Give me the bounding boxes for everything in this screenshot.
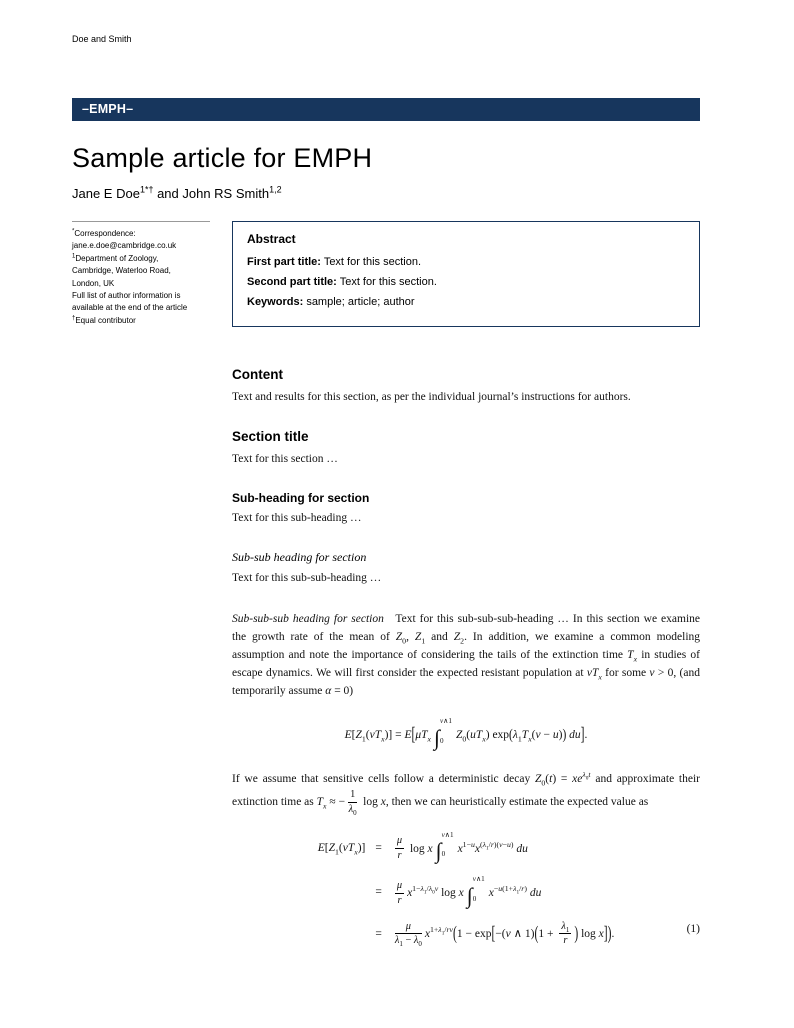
equals-sign: = — [375, 886, 382, 899]
abstract-heading: Abstract — [247, 232, 296, 246]
sub-heading: Sub-heading for section — [232, 490, 370, 505]
article-body — [232, 367, 700, 947]
article-title: Sample article for EMPH — [72, 143, 373, 173]
subsub-paragraph: Text for this sub-sub-heading … — [232, 571, 382, 584]
equation-row-1: $\frac{\mu}{r}$ log x ∫ v∧1 0 $x^{1-u}x^{(\lambda_1/r)(v-u)}$ du — [396, 830, 528, 864]
equation-lhs: $E[Z_1(vT_x)]$ — [317, 841, 366, 857]
equals-sign: = — [375, 927, 382, 940]
equation-display-1: $E[Z_1(vT_x)] = E[\mu T_x$ ∫ v∧1 0 $Z_0(uT_x) \exp(\lambda_1T_x(v - u))$ du]. — [344, 717, 588, 750]
abstract-first-part-label: First part title: — [247, 256, 321, 268]
abstract-keywords-text: sample; article; author — [306, 296, 415, 308]
abstract-keywords — [247, 296, 685, 308]
authors-line: Jane E Doe$^{1*\dagger}$ and John RS Smith$^{1,2}$ — [72, 184, 282, 201]
content-paragraph: Text and results for this section, as per the individual journal’s instructions for authors. — [232, 391, 631, 404]
equals-sign: = — [375, 841, 382, 854]
abstract-first-part-text: Text for this section. — [323, 256, 422, 268]
journal-banner — [72, 98, 700, 121]
section-heading: Section title — [232, 428, 309, 444]
abstract-first-part — [247, 256, 685, 268]
abstract-keywords-label: Keywords: — [247, 296, 304, 308]
abstract-box — [232, 221, 700, 327]
sub-paragraph: Text for this sub-heading … — [232, 511, 362, 524]
equation-number: (1) — [686, 923, 700, 936]
abstract-second-part-text: Text for this section. — [339, 276, 437, 288]
section-paragraph: Text for this section … — [232, 452, 338, 465]
abstract-second-part-label: Second part title: — [247, 276, 337, 288]
equation-array — [232, 832, 700, 948]
equation-row-3: $\frac{\mu}{\lambda_1 - \lambda_0}$ $x^{1+\lambda_1/rv}(1 - \exp[-(v$ ∧ 1)(1 + $\frac{\lambda_1}{r}$ ) log x]). — [394, 920, 615, 949]
estimate-paragraph: If we assume that sensitive cells follow a deterministic decay $Z_0(t) = xe^{\lambda_0t}$ and approximate their extinction time as $T_x$ ≈ − $\frac{1}{\lambda_0}$ log x, then we can heuristically estimate the expected value as — [232, 770, 700, 817]
running-header: Doe and Smith — [72, 34, 132, 44]
journal-banner-label: –EMPH– — [82, 102, 134, 116]
content-heading: Content — [232, 367, 283, 383]
abstract-second-part — [247, 276, 685, 288]
equation-row-2: $\frac{\mu}{r}$ $x^{1-\lambda_1/\lambda_0v}$ log x ∫ v∧1 0 $x^{-u(1+\lambda_1/r)}$ du — [396, 875, 542, 908]
abstract-row — [72, 221, 700, 327]
subsubsub-paragraph: Sub-sub-sub heading for section Text for this sub-sub-sub-heading … In this section we examine the growth rate of the mean of $Z_0$, $Z_1$ and $Z_2$. In addition, we examine a common modeling assumption and note the importance of considering the tails of the extinction time $T_x$ in studies of escape dynamics. We will first consider the expected resistant population at $vT_x$ for some v > 0, (and temporarily assume α = 0) — [232, 613, 701, 697]
correspondence-note: *Correspondence: jane.e.doe@cambridge.co.uk $^1$Department of Zoology, Cambridge, Waterloo Road, London, UK Full list of author information is available at the end of the article †Equal contributor — [72, 221, 210, 327]
subsub-heading: Sub-sub heading for section — [232, 549, 367, 564]
